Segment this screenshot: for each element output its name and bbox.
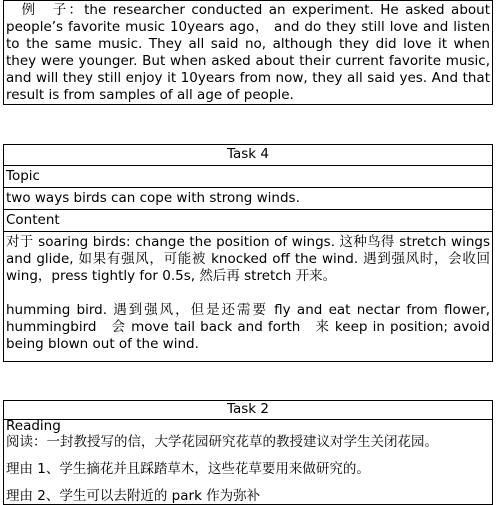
reading-line-2: 理由 1、学生摘花并且踩踏草木，这些花草要用来做研究的。 [6,461,370,477]
paragraph-gap [6,285,490,302]
reading-cell [4,419,492,505]
topic-text: two ways birds can cope with strong winds. [4,187,492,209]
content-paragraph-hummingbird: humming bird. 遇到强风，但是还需要 fly and eat nectar from flower, hummingbird 会 move tail back and forth 来 keep in position; avoid being blown out of the wind. [6,302,490,352]
task2-table [3,400,493,505]
reading-line-3: 理由 2、学生可以去附近的 park 作为弥补 [6,488,261,504]
reading-label: Reading [6,419,61,434]
reading-gap [6,451,490,461]
task4-table [3,144,493,362]
reading-gap [6,478,490,488]
content-label: Content [4,209,492,231]
task4-title: Task 4 [226,146,270,162]
task2-title: Task 2 [226,401,270,417]
example-paragraph: 例 子：the researcher conducted an experiment. He asked about people’s favorite music 10years ago， and do they still love and listen to the same music. They all said no, although they did love it when they were younger. But when asked about their current favorite music, and will they still enjoy it 10years from now, they all said yes. And that result is from samples of all age of people. [6,2,490,103]
example-table [3,0,493,105]
topic-label: Topic [4,165,492,187]
reading-line-1: 阅读：一封教授写的信，大学花园研究花草的教授建议对学生关闭花园。 [6,434,438,450]
content-paragraph-soaring: 对于 soaring birds: change the position of wings. 这种鸟得 stretch wings and glide, 如果有强风，可能被 knocked off the wind. 遇到强风时，会收回 wing，press tightly for 0.5s, 然后再 stretch 开来。 [6,234,490,284]
content-body [4,231,492,361]
